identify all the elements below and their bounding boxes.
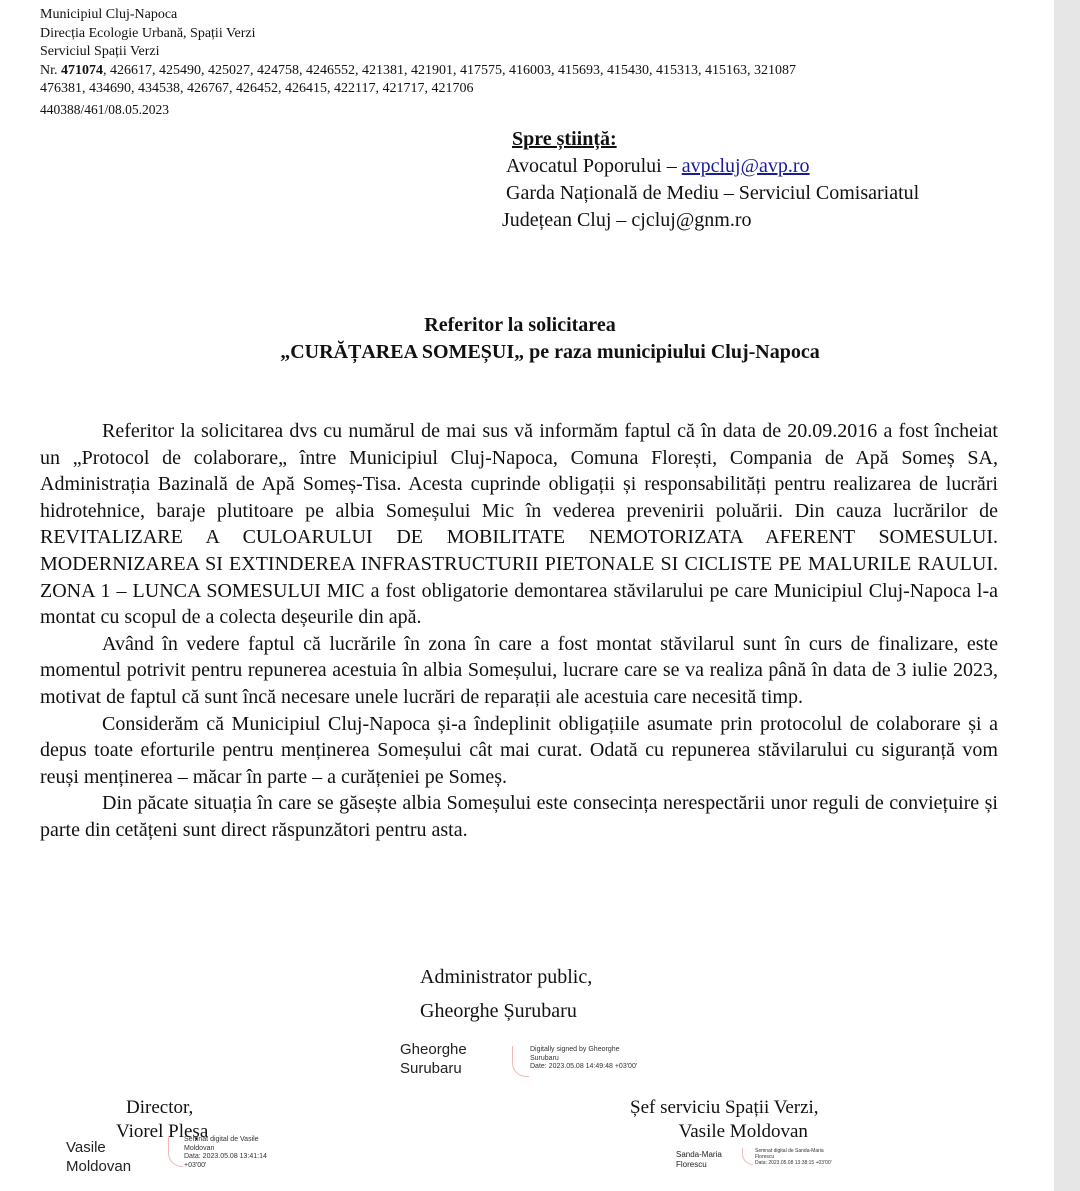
service-head-digital-signature-name xyxy=(676,1150,722,1170)
director-sig-meta-4: +03'00' xyxy=(184,1161,207,1169)
director-role: Director, xyxy=(126,1097,194,1118)
director-sig-meta-3: Data: 2023.05.08 13:41:14 xyxy=(184,1153,267,1160)
service-head-signature-mark xyxy=(742,1148,753,1165)
registry-numbers xyxy=(40,62,796,81)
paragraph-4: Din păcate situația în care se găsește albia Someșului este consecința nerespectării unor reguli de conviețuire și parte din cetățeni sunt direct răspunzători pentru asta. xyxy=(40,792,998,841)
cc-recipient-environment-guard-line2: Județean Cluj – cjcluj@gnm.ro xyxy=(502,209,752,231)
subject-line2: „CURĂȚAREA SOMEȘUI„ pe raza municipiului Cluj-Napoca xyxy=(280,341,820,363)
cc-recipient-ombudsman xyxy=(506,153,919,180)
admin-sig-last-name: Surubaru xyxy=(400,1060,462,1077)
admin-sig-first-name: Gheorghe xyxy=(400,1041,467,1058)
admin-role: Administrator public, xyxy=(420,966,593,988)
admin-sig-meta-1: Digitally signed by Gheorghe xyxy=(530,1046,620,1053)
director-sig-first-name: Vasile xyxy=(66,1139,106,1156)
paragraph-2: Având în vedere faptul că lucrările în zona în care a fost montat stăvilarul sunt în curs de finalizare, este momentul potrivit pentru repunerea acestuia în albia Someșului, lucrare care se va realiza până în data de 3 iulie 2023, motivat de faptul că sunt încă necesare unele lucrări de reparații ale acestuia care necesită timp. xyxy=(40,632,998,708)
admin-sig-meta-3: Date: 2023.05.08 14:49:48 +03'00' xyxy=(530,1063,638,1070)
directorate-name: Direcția Ecologie Urbană, Spații Verzi xyxy=(40,25,256,41)
cc-title: Spre știință: xyxy=(512,128,617,150)
admin-signature-block xyxy=(420,960,592,1028)
director-digital-signature-details xyxy=(184,1136,267,1170)
paragraph-1: Referitor la solicitarea dvs cu numărul de mai sus vă informăm faptul că în data de 20.09.2016 a fost încheiat un „Protocol de colaborare„ între Municipiul Cluj-Napoca, Comuna Florești, Compania de Apă Someș SA, Administrația Bazinală de Apă Someș-Tisa. Acesta cuprinde obligații și responsabilități pentru realizarea de lucrări hidrotehnice, baraje plutitoare pe albia Someșului Mic în vederea prevenirii poluării. Din cauza lucrărilor de REVITALIZARE A CULOARULUI DE MOBILITATE NEMOTORIZATA AFERENT SOMESULUI. MODERNIZAREA SI EXTINDEREA INFRASTRUCTURII PIETONALE SI CICLISTE PE MALURILE RAULUI. ZONA 1 – LUNCA SOMESULUI MIC a fost obligatorie demontarea stăvilarului pe care Municipiul Cluj-Napoca l-a montat cu scopul de a colecta deșeurile din apă. xyxy=(40,420,998,629)
admin-digital-signature-name xyxy=(400,1040,467,1078)
cc-ombudsman-label: Avocatul Poporului – xyxy=(506,155,682,177)
director-sig-meta-2: Moldovan xyxy=(184,1144,215,1152)
service-head-sig-meta-2: Florescu xyxy=(755,1154,775,1160)
registry-numbers-line2: 476381, 434690, 434538, 426767, 426452, 426415, 422117, 421717, 421706 xyxy=(40,81,474,96)
admin-signature-mark xyxy=(512,1046,529,1077)
cc-block xyxy=(502,126,919,234)
service-head-sig-meta-1: Semnat digital de Sanda-Maria xyxy=(755,1148,824,1154)
service-head-name: Vasile Moldovan xyxy=(678,1121,808,1142)
service-head-digital-signature-details xyxy=(755,1148,832,1166)
admin-name: Gheorghe Șurubaru xyxy=(420,1000,577,1022)
director-name: Viorel Pleșa xyxy=(116,1121,209,1142)
director-sig-last-name: Moldovan xyxy=(66,1158,132,1175)
subject-heading xyxy=(0,312,1040,366)
service-head-sig-first-name: Sanda-Maria xyxy=(676,1150,722,1159)
service-head-sig-last-name: Florescu xyxy=(676,1160,707,1169)
service-head-sig-meta-3: Data: 2023.05.08 13:38:15 +03'00' xyxy=(755,1160,832,1166)
director-digital-signature-name xyxy=(66,1138,131,1176)
cc-recipient-environment-guard: Garda Națională de Mediu – Serviciul Comisariatul xyxy=(506,182,920,204)
service-head-role: Șef serviciu Spații Verzi, xyxy=(630,1097,819,1118)
institution-name: Municipiul Cluj-Napoca xyxy=(40,7,178,22)
ombudsman-email-link[interactable]: avpcluj@avp.ro xyxy=(681,155,810,177)
director-sig-meta-1: Semnat digital de Vasile xyxy=(184,1136,259,1143)
admin-digital-signature-details xyxy=(530,1046,637,1072)
letter-body xyxy=(40,418,998,844)
service-name: Serviciul Spații Verzi xyxy=(40,44,160,59)
paragraph-3: Considerăm că Municipiul Cluj-Napoca și-a îndeplinit obligațiile asumate prin protocolul de colaborare și a depus toate eforturile pentru menținerea Someșului cât mai curat. Odată cu repunerea stăvilarului cu siguranță vom reuși menținerea – măcar în parte – a curățeniei pe Someș. xyxy=(40,712,998,788)
registry-other-numbers: , 426617, 425490, 425027, 424758, 4246552, 421381, 421901, 417575, 416003, 415693, 415430, 415313, 415163, 321087 xyxy=(103,62,796,78)
page-edge-band xyxy=(1054,0,1080,1191)
registry-main-number: 471074 xyxy=(61,62,103,78)
document-reference: 440388/461/08.05.2023 xyxy=(40,101,170,117)
admin-sig-meta-2: Surubaru xyxy=(530,1054,559,1062)
registry-prefix: Nr. xyxy=(40,62,61,78)
subject-line1: Referitor la solicitarea xyxy=(424,314,616,336)
letterhead xyxy=(40,6,796,119)
service-head-signature-block xyxy=(630,1096,819,1144)
director-signature-mark xyxy=(168,1136,183,1167)
